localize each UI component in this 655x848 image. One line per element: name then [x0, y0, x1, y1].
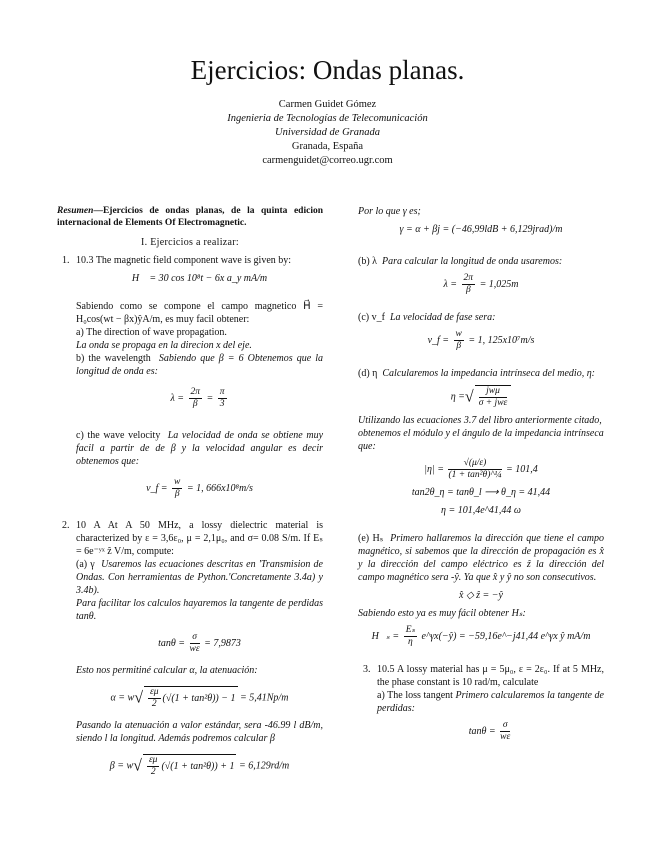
- exercise-2-statement: 10 A At A 50 MHz, a lossy dielectric material is characterized by ε = 3,6ε₀, μ = 2,1μ₀, and σ= 0.08 S/m. If Eₛ = 6e⁻ʸˣ ẑ V/m, compute:: [76, 520, 323, 557]
- eq-numerator: εμ: [148, 755, 158, 765]
- eq-rhs: = 1, 125x10⁷m/s: [468, 334, 535, 346]
- exercise-1-question-c: c) the wave velocity: [76, 430, 161, 441]
- eq-numerator: 2π: [463, 273, 474, 283]
- sqrt-icon: √: [134, 689, 143, 707]
- eq-numerator: 2π: [190, 387, 201, 397]
- equation-magnetic-field: H⃗ = 30 cos 10⁸t − 6x a_y mA/m: [131, 273, 268, 284]
- eq-denominator: β: [456, 341, 462, 351]
- eq-denominator: 2: [150, 767, 156, 777]
- eq-denominator: σ + jwε: [478, 398, 508, 408]
- equation-loss-tangent-3: [377, 720, 604, 743]
- eq-numerator: Eₛ: [405, 625, 416, 635]
- exercise-3-number: 3.: [363, 664, 371, 675]
- sqrt-icon: √: [133, 757, 142, 775]
- equation-wavelength-2: [358, 273, 604, 296]
- question-e: (e) Hₛ: [358, 533, 384, 544]
- affiliation-department: Ingenieria de Tecnologías de Telecomunicación: [227, 113, 428, 124]
- eq-numerator: √(μ/ε): [448, 458, 501, 470]
- eq-rhs: e^γx(−ŷ) = −59,16e^−j41,44 e^γx ŷ mA/m: [421, 630, 591, 642]
- equation-loss-tangent: [76, 632, 323, 655]
- author-name: Carmen Guidet Gómez: [278, 99, 377, 110]
- eq-lhs: |η| =: [424, 463, 444, 475]
- eq-lhs: tanθ =: [158, 637, 186, 649]
- exercise-1-answer-c: La velocidad de onda se obtiene muy facil a partir de de β y la velocidad angular es decir obtenemos que:: [76, 430, 324, 467]
- exercise-2-answer-a: Usaremos las ecuaciones descritas en 'Transmision de Ondas. Con herramientas de Python.'Concretamente 3.4a) y 3.4b).: [76, 559, 323, 596]
- hs-intro: Sabiendo esto ya es muy fácil obtener Hₛ:: [358, 608, 526, 619]
- eq-numerator: π: [219, 387, 225, 397]
- eq-equals: =: [206, 392, 214, 404]
- eq-denominator: wε: [500, 732, 511, 742]
- eq-lhs: λ =: [443, 278, 458, 290]
- gamma-intro: Por lo que γ es;: [358, 206, 421, 217]
- eq-radicand: (√(1 + tan²θ)) + 1: [161, 760, 235, 772]
- eq-denominator: 3: [219, 399, 225, 409]
- exercise-3-statement: 10.5 A lossy material has μ = 5μ₀, ε = 2ε₀. If at 5 MHz, the phase constant is 10 rad/m, calculate: [377, 664, 604, 688]
- equation-phase-velocity: [358, 329, 604, 352]
- eq-radicand: (√(1 + tan²θ)) − 1: [162, 692, 236, 704]
- eq-denominator: β: [174, 489, 180, 499]
- equation-impedance-angle: tan2θ_η = tanθ_l ⟶ θ_η = 41,44: [411, 487, 551, 498]
- eq-rhs: = 1,025m: [479, 278, 519, 290]
- left-column: [57, 205, 323, 787]
- exercise-2-question-a: (a) γ: [76, 559, 95, 570]
- abstract: [57, 205, 323, 229]
- affiliation-location: Granada, España: [291, 141, 364, 152]
- eq-rhs: = 7,9873: [204, 637, 241, 649]
- answer-d: Calcularemos la impedancia intrínseca del medio, η:: [382, 368, 596, 379]
- exercise-3-question-a: a) The loss tangent: [377, 690, 453, 701]
- eq-numerator: σ: [190, 632, 200, 644]
- answer-e: Primero hallaremos la dirección que tiene el campo magnético, si sabemos que la dirección de propagación es x̂ y la dirección del campo eléctrico es ẑ la dirección del campo magnético sera -ŷ. Ya que x̂ y ŷ no son consecutivos.: [358, 533, 604, 583]
- question-c: (c) v_f: [358, 312, 385, 323]
- affiliation-university: Universidad de Granada: [275, 127, 380, 138]
- eq-numerator: jwμ: [479, 386, 508, 398]
- exercise-1-answer-a: La onda se propaga en la direcion x del eje.: [76, 340, 252, 351]
- exercise-2-number: 2.: [62, 520, 70, 531]
- abstract-text: —Ejercicios de ondas planas, de la quinta edicion internacional de Elements Of Electromagnetic.: [57, 206, 323, 228]
- equation-alpha: [76, 686, 323, 710]
- eq-denominator: 2: [151, 699, 157, 709]
- eq-lhs: β = w: [109, 760, 134, 772]
- eq-lhs: v_f =: [427, 334, 450, 346]
- eq-lhs: λ =: [170, 392, 185, 404]
- eq-numerator: w: [174, 477, 181, 487]
- eq-rhs: = 6,129rd/m: [238, 760, 290, 772]
- equation-gamma: γ = α + βj = (−46,99ldB + 6,129jrad)/m: [399, 224, 563, 235]
- equation-impedance: [358, 385, 604, 409]
- exercise-1: [57, 254, 323, 500]
- eq-numerator: εμ: [150, 687, 159, 697]
- equation-impedance-modulus: [358, 458, 604, 481]
- abstract-label: Resumen: [57, 206, 94, 216]
- answer-b: Para calcular la longitud de onda usaremos:: [382, 256, 563, 267]
- eq-numerator: w: [455, 329, 462, 339]
- exercise-1-question-b: b) the wavelength: [76, 353, 151, 364]
- eq-rhs: = 5,41Np/m: [240, 692, 289, 704]
- equation-wavelength-1: [76, 387, 323, 410]
- exercise-1-question-a: a) The direction of wave propagation.: [76, 327, 227, 338]
- exercise-3-answer-a: Primero calcularemos la tangente de perdidas:: [377, 690, 604, 714]
- sqrt-icon: √: [464, 388, 474, 406]
- equation-impedance-value: η = 101,4e^41,44 ω: [441, 505, 521, 516]
- exercise-1-statement: 10.3 The magnetic field component wave is given by:: [76, 255, 292, 266]
- eq-numerator: σ: [500, 720, 510, 732]
- section-heading: I. Ejercicios a realizar:: [141, 237, 239, 248]
- author-block: [0, 98, 655, 168]
- question-d: (d) η: [358, 368, 378, 379]
- eq-lhs: v_f =: [146, 482, 168, 494]
- author-email[interactable]: carmenguidet@correo.ugr.com: [262, 155, 393, 166]
- answer-c: La velocidad de fase sera:: [389, 312, 496, 323]
- exercise-3: [358, 663, 604, 743]
- eq-denominator: β: [465, 285, 471, 295]
- paper-title: Ejercicios: Ondas planas.: [190, 55, 465, 85]
- exercise-1-intro: Sabiendo como se compone el campo magnetico H⃗ = H₀cos(wt − βx)ŷA/m, es muy facil obtener:: [76, 301, 323, 325]
- question-b: (b) λ: [358, 256, 378, 267]
- equation-hs: [358, 625, 604, 648]
- exercise-2-attenuation-note: Pasando la atenuación a valor estándar, sera -46.99 l dB/m, siendo l la longitud. Además podremos calcular β: [76, 720, 323, 744]
- exercise-2-loss-tangent-intro: Para facilitar los calculos hayaremos la tangente de perdidas tanθ.: [76, 598, 324, 622]
- eq-lhs: η =: [450, 391, 465, 403]
- eq-lhs: α = w: [110, 692, 135, 704]
- right-column: [358, 205, 604, 748]
- exercise-2-attenuation-intro: Esto nos permitiné calcular α, la atenuación:: [76, 665, 258, 676]
- eq-denominator: η: [408, 637, 413, 647]
- eq-denominator: wε: [189, 644, 200, 654]
- eq-denominator: β: [192, 399, 198, 409]
- impedance-explanation: Utilizando las ecuaciones 3.7 del libro anteriormente citado, obtenemos el módulo y el ángulo de la impedancia intrínseca que:: [358, 415, 604, 452]
- exercise-1-answer-b: Sabiendo que β = 6 Obtenemos que la longitud de onda es:: [76, 353, 323, 377]
- equation-cross-product: x̂ ◇ ẑ = −ŷ: [459, 590, 503, 601]
- equation-wave-velocity: [76, 477, 323, 500]
- exercise-1-number: 1.: [62, 255, 70, 266]
- eq-lhs: H⃗ₛ =: [371, 630, 400, 642]
- eq-rhs: = 101,4: [506, 463, 538, 475]
- exercise-2: [57, 519, 323, 778]
- eq-rhs: = 1, 666x10⁸m/s: [186, 482, 253, 494]
- eq-denominator: (1 + tan²θ)^¼: [448, 470, 502, 480]
- eq-lhs: tanθ =: [468, 725, 496, 737]
- equation-beta: [76, 754, 323, 778]
